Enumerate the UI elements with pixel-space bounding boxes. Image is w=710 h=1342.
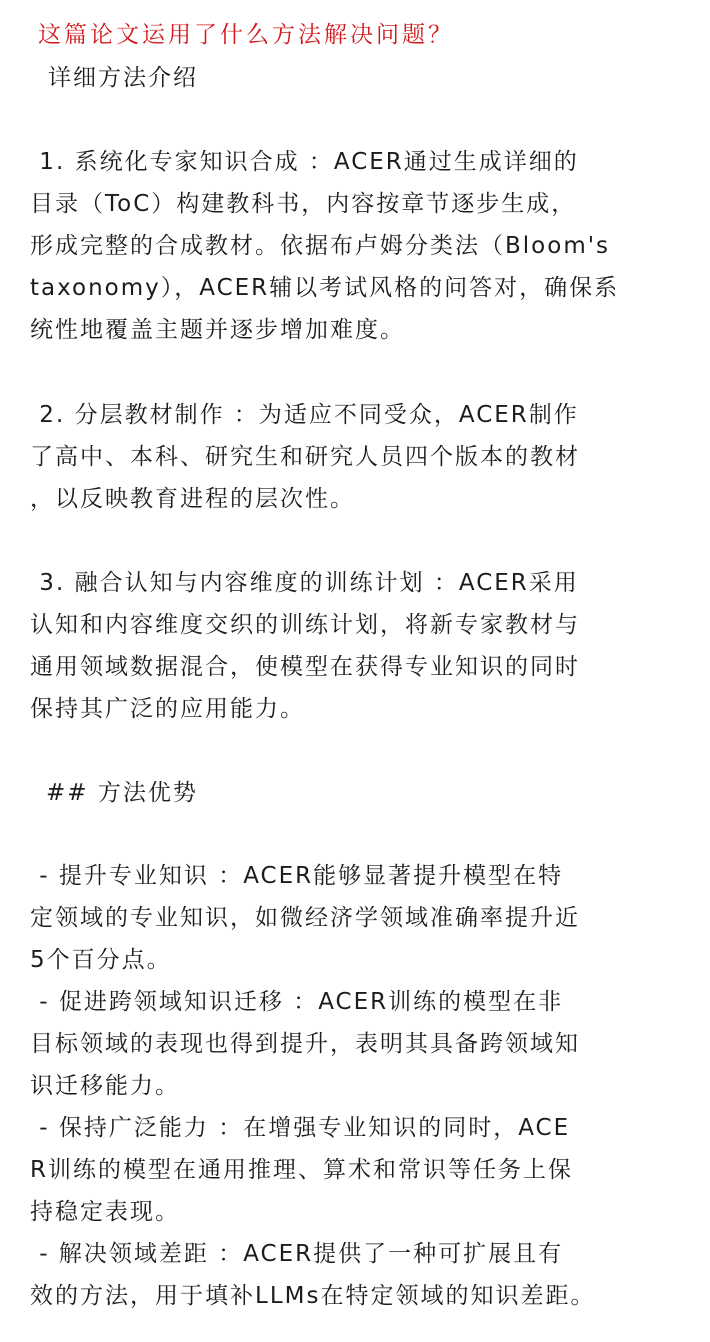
advantage-line-1: - 提升专业知识 ：ACER能够显著提升模型在特 — [30, 863, 564, 889]
advantage-line-8: R训练的模型在通用推理、算术和常识等任务上保 — [30, 1157, 573, 1183]
advantage-line-11: 效的方法，用于填补LLMs在特定领域的知识差距。 — [30, 1283, 596, 1309]
advantage-line-10: - 解决领域差距 ：ACER提供了一种可扩展且有 — [30, 1241, 564, 1267]
section3-line-1: 3. 融合认知与内容维度的训练计划 ：ACER采用 — [30, 570, 579, 596]
section3-line-2: 认知和内容维度交织的训练计划，将新专家教材与 — [30, 612, 580, 638]
section1-line-4: taxonomy），ACER辅以考试风格的问答对，确保系 — [30, 275, 620, 301]
advantage-line-5: 目标领域的表现也得到提升，表明其具备跨领域知 — [30, 1031, 580, 1057]
section3-line-4: 保持其广泛的应用能力。 — [30, 696, 305, 722]
advantage-line-4: - 促进跨领域知识迁移 ：ACER训练的模型在非 — [30, 989, 564, 1015]
advantage-line-6: 识迁移能力。 — [30, 1073, 180, 1099]
section2-line-2: 了高中、本科、研究生和研究人员四个版本的教材 — [30, 444, 580, 470]
subtitle: 详细方法介绍 — [48, 65, 198, 91]
section2-line-3: ，以反映教育进程的层次性。 — [30, 486, 355, 512]
section1-line-2: 目录（ToC）构建教科书，内容按章节逐步生成， — [30, 191, 577, 217]
advantage-line-3: 5个百分点。 — [30, 947, 172, 973]
section1-line-1: 1. 系统化专家知识合成 ：ACER通过生成详细的 — [30, 149, 579, 175]
section3-line-3: 通用领域数据混合，使模型在获得专业知识的同时 — [30, 654, 580, 680]
section2-line-1: 2. 分层教材制作 ：为适应不同受众，ACER制作 — [30, 402, 579, 428]
section1-line-5: 统性地覆盖主题并逐步增加难度。 — [30, 317, 405, 343]
advantages-heading: ## 方法优势 — [46, 780, 198, 806]
advantage-line-9: 持稳定表现。 — [30, 1199, 180, 1225]
section1-line-3: 形成完整的合成教材。依据布卢姆分类法（Bloom's — [30, 233, 611, 259]
advantage-line-7: - 保持广泛能力 ：在增强专业知识的同时，ACE — [30, 1115, 571, 1141]
advantage-line-2: 定领域的专业知识，如微经济学领域准确率提升近 — [30, 905, 580, 931]
question-title: 这篇论文运用了什么方法解决问题？ — [38, 22, 454, 48]
